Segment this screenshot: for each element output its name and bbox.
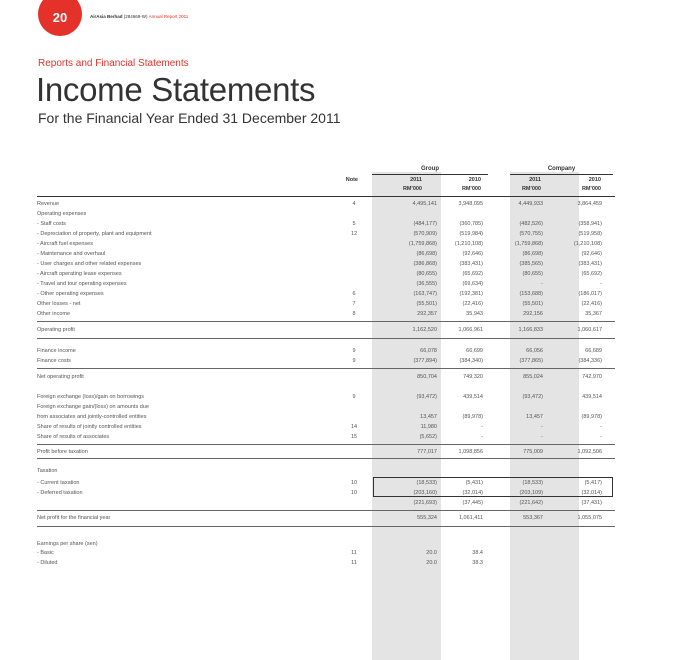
- row-note: 9: [352, 358, 356, 364]
- company-2010-value: (1,210,108): [573, 241, 602, 247]
- row-rule: [37, 510, 615, 511]
- table-row: [37, 210, 615, 218]
- group-2010-value: 1,066,961: [458, 327, 483, 333]
- table-row: [37, 549, 615, 557]
- row-note: 6: [352, 291, 356, 297]
- company-2010-value: (383,431): [578, 261, 602, 267]
- group-2011-value: (203,160): [413, 490, 437, 496]
- row-label: Earnings per share (sen): [37, 541, 98, 547]
- row-label: from associates and jointly-controlled entities: [37, 414, 147, 420]
- company-2010-value: -: [600, 281, 602, 287]
- group-2010-value: (22,416): [462, 301, 483, 307]
- group-2011-value: 292,357: [417, 311, 437, 317]
- table-row: [37, 290, 615, 298]
- group-2011-value: (5,652): [419, 434, 437, 440]
- company-2011-value: 1,166,833: [518, 327, 543, 333]
- company-2010-value: 3,864,459: [577, 201, 602, 207]
- group-2010-value: 35,943: [466, 311, 483, 317]
- group-2010-value: (384,340): [459, 358, 483, 364]
- row-label: Share of results of associates: [37, 434, 110, 440]
- row-label: Finance income: [37, 348, 76, 354]
- group-2011-value: (377,894): [413, 358, 437, 364]
- table-row: [37, 200, 615, 208]
- group-2010-value: (32,014): [462, 490, 483, 496]
- row-rule: [37, 368, 615, 369]
- row-note: 10: [350, 480, 358, 486]
- company-2010-value: 439,514: [582, 394, 602, 400]
- group-2010-value: (69,634): [462, 281, 483, 287]
- row-label: - Basic: [37, 550, 54, 556]
- group-2010-value: 38.4: [472, 550, 483, 556]
- group-2010-value: 1,061,411: [458, 515, 483, 521]
- row-note: 11: [351, 560, 357, 566]
- page-number: 20: [52, 9, 68, 25]
- row-note: 14: [350, 424, 358, 430]
- row-label: - Other operating expenses: [37, 291, 104, 297]
- company-2010-value: 1,055,075: [577, 515, 602, 521]
- row-label: - Aircraft fuel expenses: [37, 241, 93, 247]
- row-note: 5: [352, 221, 356, 227]
- page-number-badge: [38, 0, 82, 36]
- table-row: [37, 448, 615, 456]
- page-title: Income Statements: [36, 71, 316, 108]
- group-2010-value: (5,431): [465, 480, 483, 486]
- group-2011-value: (1,759,868): [408, 241, 437, 247]
- group-2010-value: (37,445): [462, 500, 483, 506]
- company-2010-value: -: [600, 424, 602, 430]
- row-rule: [37, 458, 615, 459]
- table-row: [37, 540, 615, 548]
- group-2010-value: 38.3: [472, 560, 483, 566]
- group-2011-value: (18,533): [416, 480, 437, 486]
- header-company: AirAsia Berhad: [90, 14, 123, 19]
- group-2011-value: (93,472): [416, 394, 437, 400]
- row-label: Operating profit: [37, 327, 75, 333]
- company-2010-value: 66,689: [585, 348, 602, 354]
- row-label: Net operating profit: [37, 374, 84, 380]
- company-2010-value: -: [600, 434, 602, 440]
- group-2011-value: 20.0: [426, 550, 437, 556]
- table-row: [37, 240, 615, 248]
- company-2011-value: (93,472): [522, 394, 543, 400]
- unit-header: RM'000: [402, 186, 422, 192]
- year-header: 2010: [468, 177, 481, 183]
- row-label: Finance costs: [37, 358, 71, 364]
- row-note: 7: [352, 301, 356, 307]
- group-2010-value: 439,514: [463, 394, 483, 400]
- row-note: 4: [352, 201, 356, 207]
- table-row: [37, 467, 615, 475]
- row-label: Taxation: [37, 468, 58, 474]
- table-row: [37, 499, 615, 507]
- group-2011-value: (386,868): [413, 261, 437, 267]
- company-2010-value: 742,970: [582, 374, 602, 380]
- group-2010-value: (383,431): [459, 261, 483, 267]
- table-row: [37, 514, 615, 522]
- row-label: - Maintenance and overhaul: [37, 251, 106, 257]
- group-2011-value: (221,693): [413, 500, 437, 506]
- company-header: Company: [547, 166, 576, 172]
- table-row: [37, 347, 615, 355]
- row-rule: [37, 526, 615, 527]
- company-2010-value: (5,417): [584, 480, 602, 486]
- table-row: [37, 393, 615, 401]
- row-label: Profit before taxation: [37, 449, 88, 455]
- table-row: [37, 280, 615, 288]
- group-2011-value: 1,162,520: [412, 327, 437, 333]
- row-label: - Aircraft operating lease expenses: [37, 271, 122, 277]
- group-2011-value: (484,177): [413, 221, 437, 227]
- group-2011-value: (163,747): [413, 291, 437, 297]
- company-2011-value: -: [541, 434, 543, 440]
- group-2010-value: 66,699: [466, 348, 483, 354]
- company-2011-value: (55,501): [522, 301, 543, 307]
- group-2011-value: (80,655): [416, 271, 437, 277]
- table-row: [37, 270, 615, 278]
- company-2011-value: -: [541, 281, 543, 287]
- company-2011-value: (482,526): [519, 221, 543, 227]
- company-2011-value: -: [541, 424, 543, 430]
- row-note: 9: [352, 348, 356, 354]
- company-2010-value: (358,941): [578, 221, 602, 227]
- row-label: Other income: [37, 311, 71, 317]
- table-row: [37, 403, 615, 411]
- row-label: Operating expenses: [37, 211, 87, 217]
- group-2011-value: 20.0: [426, 560, 437, 566]
- table-row: [37, 310, 615, 318]
- table-row: [37, 559, 615, 567]
- row-label: - Deferred taxation: [37, 490, 83, 496]
- row-label: - Diluted: [37, 560, 58, 566]
- page-subtitle: For the Financial Year Ended 31 December 2011: [38, 110, 341, 126]
- table-header-rule: [37, 196, 615, 197]
- company-2010-value: (519,958): [578, 231, 602, 237]
- company-2010-value: (32,014): [581, 490, 602, 496]
- year-header: 2010: [588, 177, 601, 183]
- group-2011-value: 4,495,141: [412, 201, 437, 207]
- row-label: - Staff costs: [37, 221, 66, 227]
- row-label: - Travel and tour operating expenses: [37, 281, 127, 287]
- row-note: 12: [350, 231, 358, 237]
- company-2010-value: (186,017): [578, 291, 602, 297]
- company-2011-value: (221,642): [519, 500, 543, 506]
- table-row: [37, 326, 615, 334]
- row-note: 8: [352, 311, 356, 317]
- company-2011-value: 4,449,933: [518, 201, 543, 207]
- company-2010-value: (65,692): [581, 271, 602, 277]
- unit-header: RM'000: [581, 186, 601, 192]
- unit-header: RM'000: [521, 186, 541, 192]
- company-2011-value: 292,156: [523, 311, 543, 317]
- taxation-highlight-box: [373, 477, 613, 497]
- group-2011-value: (36,555): [416, 281, 437, 287]
- group-2011-value: 66,078: [420, 348, 437, 354]
- company-2011-value: 66,056: [526, 348, 543, 354]
- row-rule: [37, 338, 615, 339]
- year-header: 2011: [529, 177, 541, 183]
- company-2010-value: (22,416): [581, 301, 602, 307]
- group-2011-value: 11,980: [420, 424, 437, 430]
- company-2010-value: 1,092,506: [577, 449, 602, 455]
- company-2011-value: (385,565): [519, 261, 543, 267]
- unit-header: RM'000: [461, 186, 481, 192]
- row-label: Revenue: [37, 201, 60, 207]
- group-2010-value: 1,098,856: [458, 449, 483, 455]
- table-row: [37, 373, 615, 381]
- group-2010-value: (519,984): [459, 231, 483, 237]
- row-label: Share of results of jointly controlled entities: [37, 424, 142, 430]
- company-2010-value: (37,431): [581, 500, 602, 506]
- table-row: [37, 413, 615, 421]
- company-2010-value: 35,367: [585, 311, 602, 317]
- company-header-rule: [510, 174, 613, 175]
- row-label: Net profit for the financial year: [37, 515, 111, 521]
- group-2010-value: 749,320: [463, 374, 483, 380]
- row-label: - Depreciation of property, plant and equipment: [37, 231, 152, 237]
- company-2011-value: (153,688): [519, 291, 543, 297]
- table-row: [37, 230, 615, 238]
- company-2011-value: (570,755): [519, 231, 543, 237]
- table-row: [37, 357, 615, 365]
- group-2011-value: 555,324: [417, 515, 437, 521]
- row-label: - User charges and other related expenses: [37, 261, 142, 267]
- row-rule: [37, 321, 615, 322]
- row-label: Foreign exchange (loss)/gain on borrowings: [37, 394, 145, 400]
- table-row: [37, 433, 615, 441]
- company-2011-value: (377,865): [519, 358, 543, 364]
- row-label: - Current taxation: [37, 480, 80, 486]
- company-2011-value: 855,024: [523, 374, 543, 380]
- row-note: 15: [350, 434, 358, 440]
- note-header: Note: [345, 177, 358, 183]
- group-2011-value: 850,704: [417, 374, 437, 380]
- company-2010-value: (89,978): [581, 414, 602, 420]
- group-2010-value: (65,692): [462, 271, 483, 277]
- company-2011-value: (18,533): [522, 480, 543, 486]
- header-company-reg: (284669-W): [123, 14, 148, 19]
- row-note: 11: [351, 550, 357, 556]
- group-2010-value: (92,646): [462, 251, 483, 257]
- group-2011-value: 777,017: [417, 449, 437, 455]
- group-header: Group: [421, 166, 439, 172]
- table-row: [37, 260, 615, 268]
- table-row: [37, 220, 615, 228]
- company-2010-value: (384,336): [578, 358, 602, 364]
- company-2010-value: 1,060,617: [577, 327, 602, 333]
- row-label: Foreign exchange gain/(loss) on amounts due: [37, 404, 149, 410]
- company-2011-value: 553,367: [523, 515, 543, 521]
- company-2010-value: (92,646): [581, 251, 602, 257]
- group-2010-value: -: [481, 424, 483, 430]
- header-report: Annual Report 2011: [148, 14, 189, 19]
- row-note: 10: [350, 490, 358, 496]
- section-label: Reports and Financial Statements: [38, 58, 189, 69]
- group-2011-value: (86,698): [416, 251, 437, 257]
- company-2011-value: (86,698): [522, 251, 543, 257]
- group-2010-value: (192,381): [459, 291, 483, 297]
- group-2010-value: (89,978): [462, 414, 483, 420]
- table-row: [37, 423, 615, 431]
- group-2011-value: (55,501): [416, 301, 437, 307]
- company-2011-value: (1,759,868): [514, 241, 543, 247]
- running-header: [90, 14, 188, 19]
- group-2010-value: (360,785): [459, 221, 483, 227]
- group-2010-value: -: [481, 434, 483, 440]
- row-note: 9: [352, 394, 356, 400]
- group-header-rule: [372, 174, 488, 175]
- company-2011-value: (203,109): [519, 490, 543, 496]
- row-label: Other losses - net: [37, 301, 81, 307]
- table-row: [37, 250, 615, 258]
- company-2011-value: (80,655): [522, 271, 543, 277]
- table-row: [37, 300, 615, 308]
- group-2011-value: (570,909): [413, 231, 437, 237]
- year-header: 2011: [410, 177, 422, 183]
- company-2011-value: 775,009: [523, 449, 543, 455]
- row-rule: [37, 444, 615, 445]
- company-2011-value: 13,457: [526, 414, 543, 420]
- group-2010-value: 3,948,095: [458, 201, 483, 207]
- group-2011-value: 13,457: [420, 414, 437, 420]
- group-2010-value: (1,210,108): [454, 241, 483, 247]
